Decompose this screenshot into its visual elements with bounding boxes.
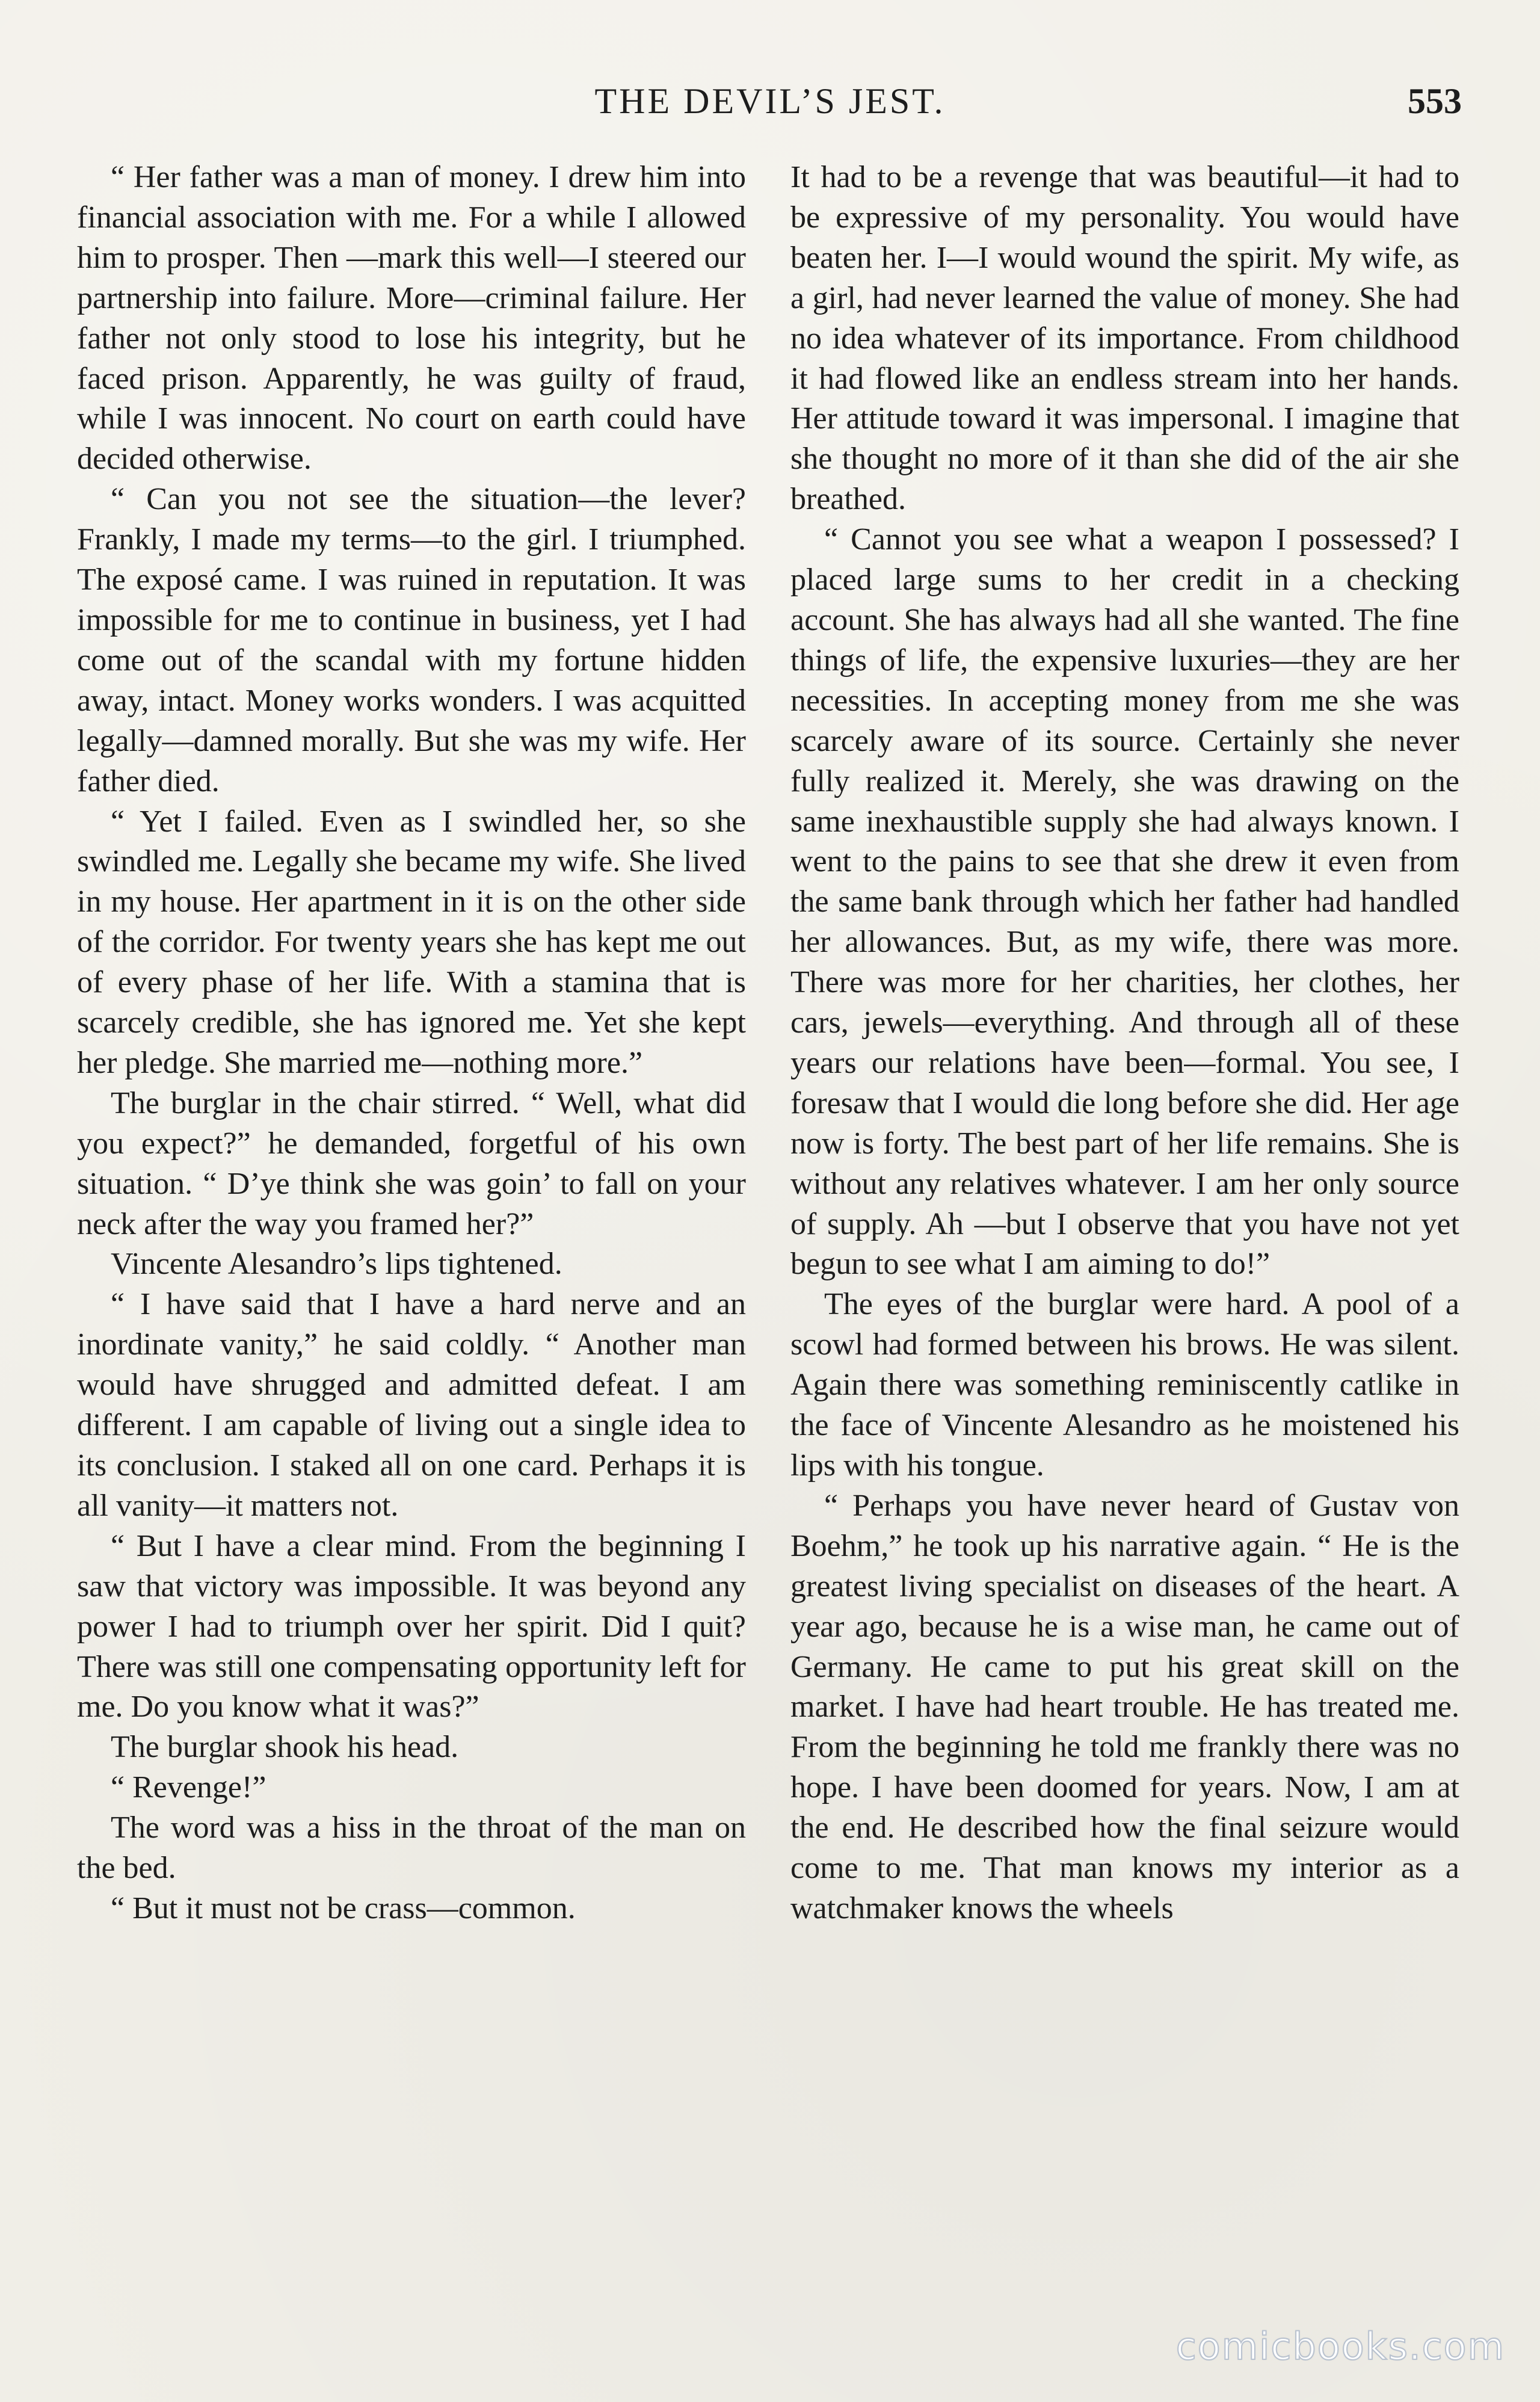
right-column — [790, 158, 1459, 2300]
paragraph: The burglar shook his head. — [111, 1730, 459, 1765]
paragraph: The burglar in the chair stirred. “ Well, what did you expect?” he demanded, forgetful of his own situation. “ D’ye think she was goin’ to fall on your neck after the way you framed her?” — [77, 1085, 746, 1241]
paragraph: Vincente Alesandro’s lips tightened. — [111, 1247, 562, 1282]
paragraph: “ Can you not see the situation—the lever? Frankly, I made my terms—to the girl. I triumphed. The exposé came. I was ruined in reputation. It was impossible for me to continue in business, yet I had come out of the scandal with my fortune hidden away, intact. Money works wonders. I was acquitted legally—damned morally. But she was my wife. Her father died. — [77, 482, 746, 798]
paragraph: “ Her father was a man of money. I drew him into financial association with me. For a while I allowed him to prosper. Then —mark this well—I steered our partnership into failure. More—criminal failure. Her father not only stood to lose his integrity, but he faced prison. Apparently, he was guilty of fraud, while I was innocent. No court on earth could have decided otherwise. — [77, 160, 746, 477]
paragraph: It had to be a revenge that was beautiful—it had to be expressive of my personality. You would have beaten her. I—I would wound the spirit. My wife, as a girl, had never learned the value of money. She had no idea whatever of its importance. From childhood it had flowed like an endless stream into her hands. Her attitude toward it was impersonal. I imagine that she thought no more of it than she did of the air she breathed. — [790, 160, 1459, 517]
running-head — [78, 77, 1462, 125]
paragraph: “ But I have a clear mind. From the beginning I saw that victory was impossible. It was beyond any power I had to triumph over her spirit. Did I quit? There was still one compensating opportunity left for me. Do you know what it was?” — [77, 1528, 746, 1724]
paragraph: “ Perhaps you have never heard of Gustav von Boehm,” he took up his narrative again. “ He is the greatest living specialist on diseases of the heart. A year ago, because he is a wise man, he came out of Germany. He came to put his great skill on the market. I have had heart trouble. He has treated me. From the beginning he told me frankly there was no hope. I have been doomed for years. Now, I am at the end. He described how the final seizure would come to me. That man knows my interior as a watchmaker knows the wheels — [790, 1488, 1459, 1925]
left-column — [77, 158, 746, 2300]
watermark-logo: comicbooks.com — [1175, 2324, 1505, 2368]
paragraph: “ I have said that I have a hard nerve and an inordinate vanity,” he said coldly. “ Another man would have shrugged and admitted defeat. I am different. I am capable of living out a single idea to its conclusion. I staked all on one card. Perhaps it is all vanity—it matters not. — [77, 1287, 746, 1523]
paragraph: The word was a hiss in the throat of the man on the bed. — [77, 1811, 746, 1886]
paragraph: “ But it must not be crass—common. — [111, 1891, 576, 1925]
paragraph: “ Revenge!” — [111, 1770, 266, 1805]
page-number: 553 — [1408, 81, 1462, 121]
text-columns — [77, 158, 1461, 2300]
paragraph: The eyes of the burglar were hard. A pool of a scowl had formed between his brows. He was silent. Again there was something reminiscently catlike in the face of Vincente Alesandro as he moistened his lips with his tongue. — [790, 1287, 1459, 1483]
paragraph: “ Cannot you see what a weapon I possessed? I placed large sums to her credit in a checking account. She has always had all she wanted. The fine things of life, the expensive luxuries—they are her necessities. In accepting money from me she was scarcely aware of its source. Certainly she never fully realized it. Merely, she was drawing on the same inexhaustible supply she had always known. I went to the pains to see that she drew it even from the same bank through which her father had handled her allowances. But, as my wife, there was more. There was more for her charities, her clothes, her cars, jewels—everything. And through all of these years our relations have been—formal. You see, I foresaw that I would die long before she did. Her age now is forty. The best part of her life remains. She is without any relatives whatever. I am her only source of supply. Ah —but I observe that you have not yet begun to see what I am aiming to do!” — [790, 522, 1459, 1282]
paragraph: “ Yet I failed. Even as I swindled her, so she swindled me. Legally she became my wife. She lived in my house. Her apartment in it is on the other side of the corridor. For twenty years she has kept me out of every phase of her life. With a stamina that is scarcely credible, she has ignored me. Yet she kept her pledge. She married me—nothing more.” — [77, 804, 746, 1080]
running-title: THE DEVIL’S JEST. — [594, 81, 946, 121]
